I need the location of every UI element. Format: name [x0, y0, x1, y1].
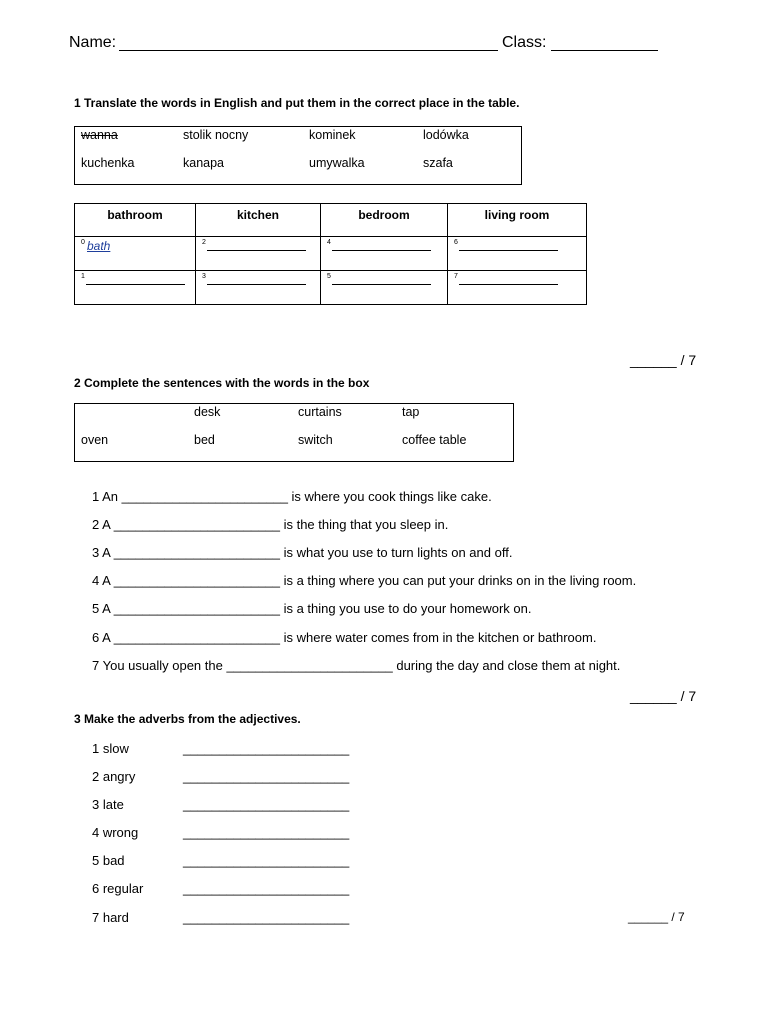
adjective-item: 1 slow: [92, 741, 129, 756]
adjective-item: 3 late: [92, 797, 124, 812]
word-box-item: kominek: [309, 128, 356, 142]
section1-word-box: [74, 126, 522, 185]
example-answer: bath: [87, 239, 111, 253]
answer-line[interactable]: _______________________: [183, 910, 350, 925]
sentence: 4 A _______________________ is a thing where you can put your drinks on in the living room.: [92, 573, 637, 588]
name-label: Name:: [69, 34, 117, 51]
table-cell[interactable]: [196, 237, 321, 271]
answer-blank[interactable]: [332, 284, 431, 285]
word-box-item: kanapa: [183, 156, 225, 170]
answer-line[interactable]: _______________________: [183, 797, 350, 812]
table-cell[interactable]: [321, 271, 448, 305]
item-number: 7: [454, 273, 458, 280]
table-row: [75, 271, 587, 305]
word-box-item: stolik nocny: [183, 128, 249, 142]
table-cell: [75, 237, 196, 271]
column-header-kitchen: kitchen: [196, 204, 321, 237]
adjective-item: 5 bad: [92, 853, 125, 868]
sentence: 6 A _______________________ is where water comes from in the kitchen or bathroom.: [92, 630, 597, 645]
answer-line[interactable]: _______________________: [183, 769, 350, 784]
answer-blank[interactable]: [459, 250, 558, 251]
sentence: 2 A _______________________ is the thing that you sleep in.: [92, 517, 449, 532]
item-number: 0: [81, 239, 85, 246]
answer-blank[interactable]: [332, 250, 431, 251]
table-cell[interactable]: [448, 237, 587, 271]
item-number: 6: [454, 239, 458, 246]
sentence: 1 An _______________________ is where you cook things like cake.: [92, 489, 492, 504]
section1-score: ______ / 7: [630, 352, 697, 368]
class-field[interactable]: [551, 50, 658, 51]
word-box-item: oven: [81, 433, 109, 447]
word-box-item: bed: [194, 433, 215, 447]
table-cell[interactable]: [321, 237, 448, 271]
sentence: 3 A _______________________ is what you use to turn lights on and off.: [92, 545, 513, 560]
answer-blank[interactable]: [86, 284, 185, 285]
name-field[interactable]: [119, 50, 498, 51]
word-box-item: tap: [402, 405, 420, 419]
adjective-item: 2 angry: [92, 769, 136, 784]
word-box-item: curtains: [298, 405, 342, 419]
word-box-item: umywalka: [309, 156, 365, 170]
adjective-item: 7 hard: [92, 910, 129, 925]
sentence: 7 You usually open the _______________________ during the day and close them at night.: [92, 658, 621, 673]
item-number: 3: [202, 273, 206, 280]
rooms-table: [74, 203, 587, 305]
answer-line[interactable]: _______________________: [183, 853, 350, 868]
word-box-item: kuchenka: [81, 156, 135, 170]
sentence: 5 A _______________________ is a thing you use to do your homework on.: [92, 601, 532, 616]
answer-blank[interactable]: [207, 284, 306, 285]
section2-word-box: [74, 403, 514, 462]
answer-blank[interactable]: [207, 250, 306, 251]
section3-title: 3 Make the adverbs from the adjectives.: [74, 712, 301, 726]
word-box-item: desk: [194, 405, 221, 419]
word-box-item: wanna: [81, 128, 118, 142]
answer-line[interactable]: _______________________: [183, 741, 350, 756]
item-number: 2: [202, 239, 206, 246]
table-cell[interactable]: [75, 271, 196, 305]
section2-score: ______ / 7: [630, 688, 697, 704]
section3-score: ______ / 7: [628, 910, 685, 924]
section2-title: 2 Complete the sentences with the words in the box: [74, 376, 370, 390]
word-box-item: switch: [298, 433, 333, 447]
answer-blank[interactable]: [459, 284, 558, 285]
answer-line[interactable]: _______________________: [183, 881, 350, 896]
column-header-bedroom: bedroom: [321, 204, 448, 237]
class-label: Class:: [502, 34, 547, 51]
word-box-item: szafa: [423, 156, 453, 170]
column-header-bathroom: bathroom: [75, 204, 196, 237]
adjective-item: 6 regular: [92, 881, 144, 896]
table-cell[interactable]: [448, 271, 587, 305]
section1-title: 1 Translate the words in English and put them in the correct place in the table.: [74, 96, 520, 110]
item-number: 4: [327, 239, 331, 246]
adjective-item: 4 wrong: [92, 825, 139, 840]
item-number: 1: [81, 273, 85, 280]
word-box-item: coffee table: [402, 433, 467, 447]
item-number: 5: [327, 273, 331, 280]
answer-line[interactable]: _______________________: [183, 825, 350, 840]
table-row: [75, 237, 587, 271]
column-header-living-room: living room: [448, 204, 587, 237]
table-header-row: [75, 204, 587, 237]
word-box-item: lodówka: [423, 128, 469, 142]
table-cell[interactable]: [196, 271, 321, 305]
